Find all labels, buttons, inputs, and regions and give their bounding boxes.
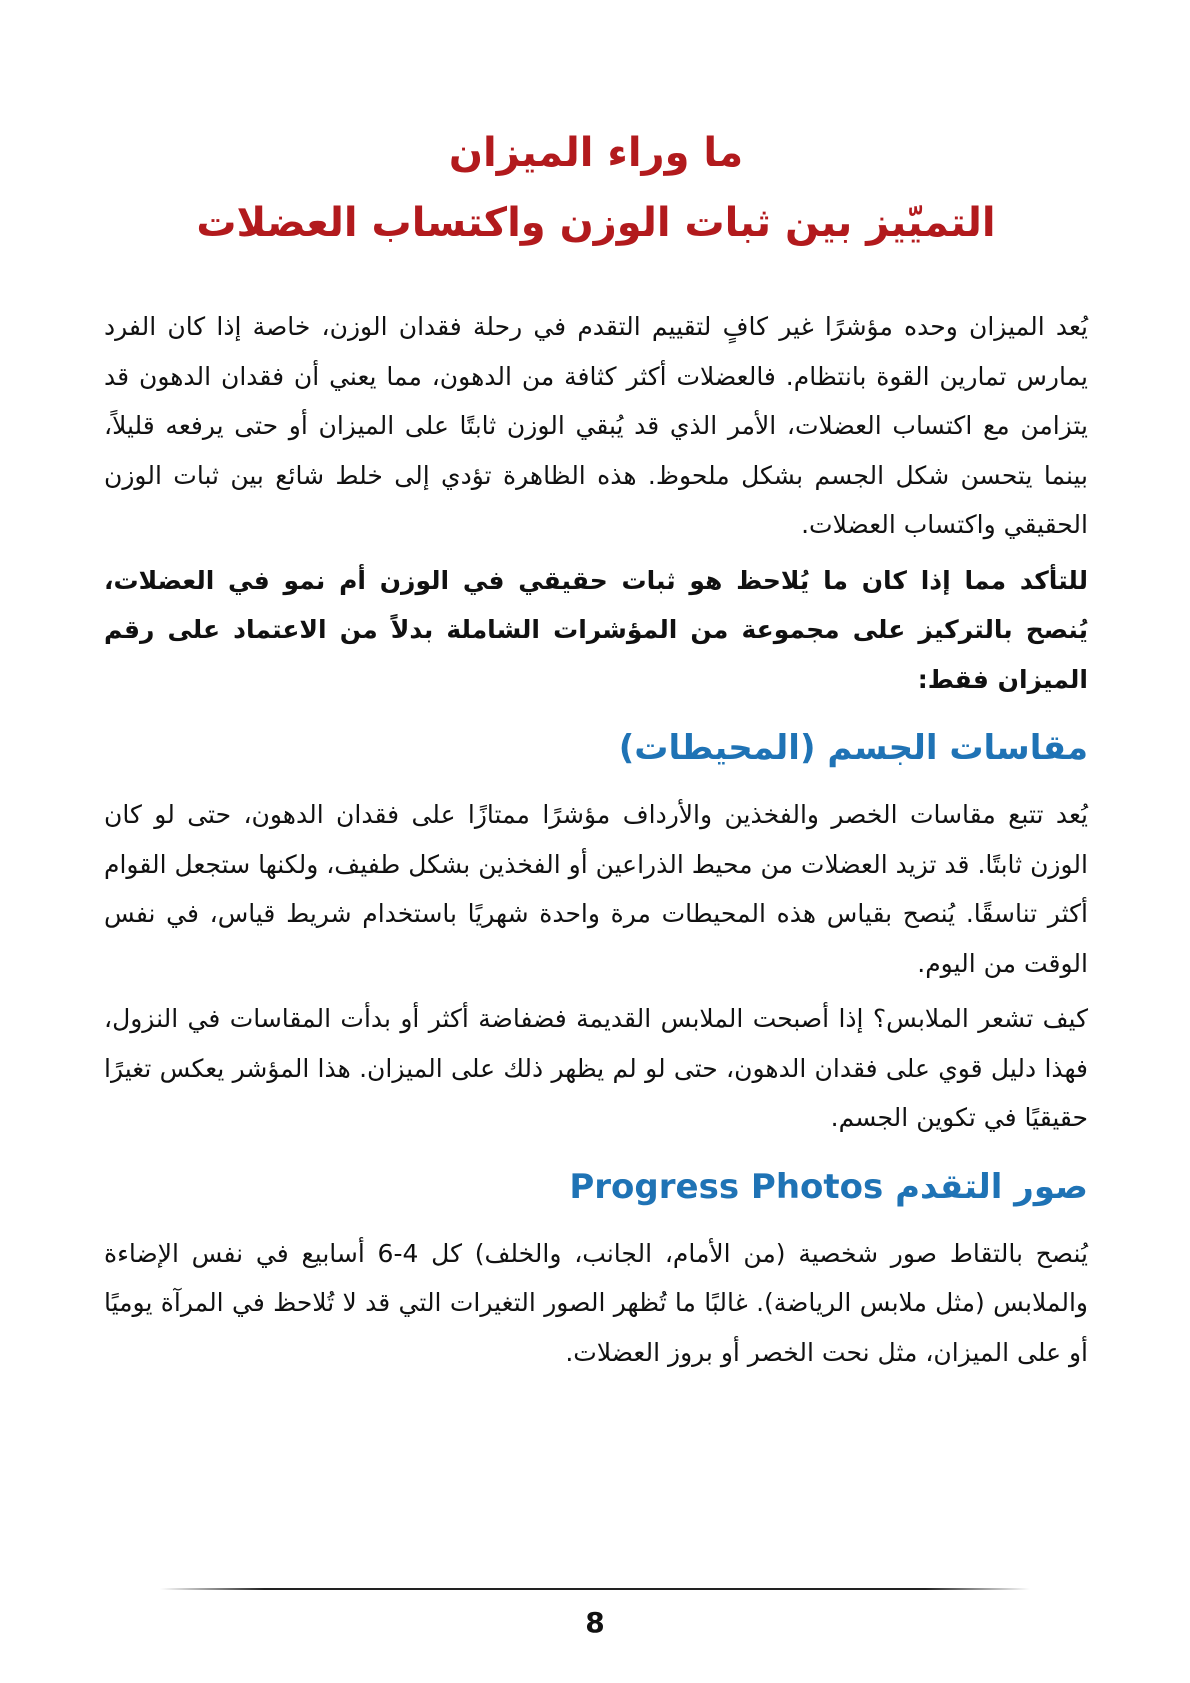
page-title: ما وراء الميزان: [448, 130, 744, 176]
page-subtitle: التميّيز بين ثبات الوزن واكتساب العضلات: [196, 200, 996, 246]
photos-paragraph: يُنصح بالتقاط صور شخصية (من الأمام، الجانب، والخلف) كل 4-6 أسابيع في نفس الإضاءة والملابس (مثل ملابس الرياضة). غالبًا ما تُظهر الصور التغيرات التي قد لا تُلاحظ في المرآة يوميًا أو على الميزان، مثل نحت الخصر أو بروز العضلات.: [104, 1238, 1088, 1367]
measurements-paragraph: يُعد تتبع مقاسات الخصر والفخذين والأرداف مؤشرًا ممتازًا على فقدان الدهون، حتى لو كان الوزن ثابتًا. قد تزيد العضلات من محيط الذراعين أو الفخذين بشكل طفيف، ولكنها ستجعل القوام أكثر تناسقًا. يُنصح بقياس هذه المحيطات مرة واحدة شهريًا باستخدام شريط قياس، في نفس الوقت من اليوم.: [104, 800, 1088, 978]
title-block: [104, 0, 1088, 258]
clothes-paragraph: كيف تشعر الملابس؟ إذا أصبحت الملابس القديمة فضفاضة أكثر أو بدأت المقاسات في النزول، فهذا دليل قوي على فقدان الدهون، حتى لو لم يظهر ذلك على الميزان. هذا المؤشر يعكس تغيرًا حقيقيًا في تكوين الجسم.: [104, 1004, 1088, 1132]
intro-paragraph: يُعد الميزان وحده مؤشرًا غير كافٍ لتقييم التقدم في رحلة فقدان الوزن، خاصة إذا كان الفرد يمارس تمارين القوة بانتظام. فالعضلات أكثر كثافة من الدهون، مما يعني أن فقدان الدهون قد يتزامن مع اكتساب العضلات، الأمر الذي قد يُبقي الوزن ثابتًا على الميزان أو حتى يرفعه قليلاً، بينما يتحسن شكل الجسم بشكل ملحوظ. هذه الظاهرة تؤدي إلى خلط شائع بين ثبات الوزن الحقيقي واكتساب العضلات.: [104, 312, 1088, 539]
intro-bold-paragraph: للتأكد مما إذا كان ما يُلاحظ هو ثبات حقيقي في الوزن أم نمو في العضلات، يُنصح بالتركيز على مجموعة من المؤشرات الشاملة بدلاً من الاعتماد على رقم الميزان فقط:: [104, 565, 1088, 694]
section-heading-progress-photos: [104, 1159, 1088, 1215]
article-body: [104, 302, 1088, 1377]
page-number: 8: [585, 1606, 605, 1639]
footer-divider: [160, 1588, 1030, 1590]
section-heading-body-measurements: مقاسات الجسم (المحيطات): [618, 728, 1088, 768]
section-heading-progress-photos-english: Progress Photos: [569, 1166, 884, 1207]
section-heading-progress-photos-arabic: صور التقدم: [895, 1166, 1088, 1207]
